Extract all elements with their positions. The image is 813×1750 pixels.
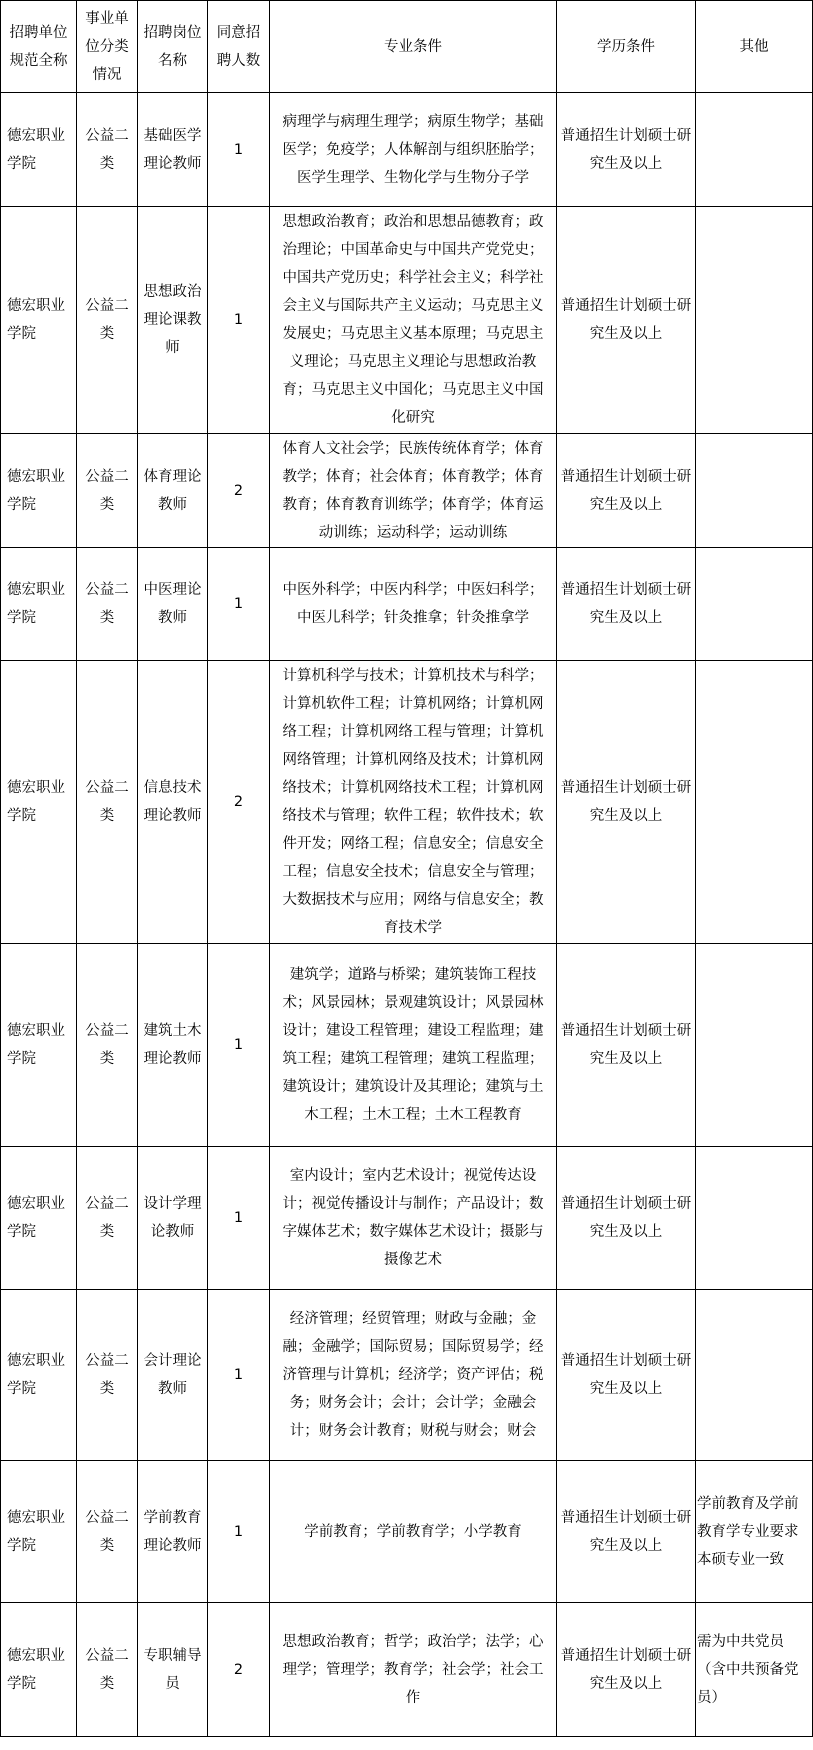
cell-position: 建筑土木理论教师 — [138, 944, 208, 1147]
cell-unit: 德宏职业学院 — [1, 1603, 77, 1737]
cell-count: 1 — [208, 944, 270, 1147]
table-row — [1, 1461, 813, 1603]
cell-category: 公益二类 — [77, 1603, 138, 1737]
header-major: 专业条件 — [270, 1, 557, 93]
table-row — [1, 434, 813, 548]
cell-category: 公益二类 — [77, 944, 138, 1147]
cell-position: 专职辅导员 — [138, 1603, 208, 1737]
cell-major: 中医外科学；中医内科学；中医妇科学；中医儿科学；针灸推拿；针灸推拿学 — [270, 548, 557, 661]
cell-unit: 德宏职业学院 — [1, 1147, 77, 1290]
cell-category: 公益二类 — [77, 1461, 138, 1603]
cell-unit: 德宏职业学院 — [1, 661, 77, 944]
cell-other — [696, 944, 813, 1147]
cell-unit: 德宏职业学院 — [1, 207, 77, 434]
cell-education: 普通招生计划硕士研究生及以上 — [557, 1290, 696, 1461]
table-row — [1, 1603, 813, 1737]
header-count: 同意招聘人数 — [208, 1, 270, 93]
table-row — [1, 944, 813, 1147]
cell-other — [696, 1290, 813, 1461]
cell-unit: 德宏职业学院 — [1, 1290, 77, 1461]
cell-category: 公益二类 — [77, 207, 138, 434]
header-position: 招聘岗位名称 — [138, 1, 208, 93]
cell-education: 普通招生计划硕士研究生及以上 — [557, 944, 696, 1147]
header-education: 学历条件 — [557, 1, 696, 93]
cell-other — [696, 93, 813, 207]
cell-unit: 德宏职业学院 — [1, 93, 77, 207]
cell-education: 普通招生计划硕士研究生及以上 — [557, 434, 696, 548]
cell-count: 1 — [208, 1461, 270, 1603]
cell-category: 公益二类 — [77, 1147, 138, 1290]
cell-unit: 德宏职业学院 — [1, 1461, 77, 1603]
cell-education: 普通招生计划硕士研究生及以上 — [557, 661, 696, 944]
cell-other — [696, 1147, 813, 1290]
cell-count: 2 — [208, 661, 270, 944]
cell-position: 设计学理论教师 — [138, 1147, 208, 1290]
cell-unit: 德宏职业学院 — [1, 434, 77, 548]
cell-position: 基础医学理论教师 — [138, 93, 208, 207]
cell-education: 普通招生计划硕士研究生及以上 — [557, 1603, 696, 1737]
cell-education: 普通招生计划硕士研究生及以上 — [557, 548, 696, 661]
cell-other — [696, 207, 813, 434]
cell-education: 普通招生计划硕士研究生及以上 — [557, 1147, 696, 1290]
cell-major: 学前教育；学前教育学；小学教育 — [270, 1461, 557, 1603]
table-row — [1, 548, 813, 661]
cell-major: 思想政治教育；政治和思想品德教育；政治理论；中国革命史与中国共产党党史；中国共产党历史；科学社会主义；科学社会主义与国际共产主义运动；马克思主义发展史；马克思主义基本原理；马克思主义理论；马克思主义理论与思想政治教育；马克思主义中国化；马克思主义中国化研究 — [270, 207, 557, 434]
cell-count: 2 — [208, 434, 270, 548]
cell-major: 病理学与病理生理学；病原生物学；基础医学；免疫学；人体解剖与组织胚胎学；医学生理学、生物化学与生物分子学 — [270, 93, 557, 207]
header-row — [1, 1, 813, 93]
cell-count: 1 — [208, 93, 270, 207]
cell-unit: 德宏职业学院 — [1, 944, 77, 1147]
cell-count: 2 — [208, 1603, 270, 1737]
cell-major: 经济管理；经贸管理；财政与金融；金融；金融学；国际贸易；国际贸易学；经济管理与计算机；经济学；资产评估；税务；财务会计；会计；会计学；金融会计；财务会计教育；财税与财会；财会 — [270, 1290, 557, 1461]
cell-other — [696, 661, 813, 944]
cell-other: 需为中共党员（含中共预备党员） — [696, 1603, 813, 1737]
cell-position: 学前教育理论教师 — [138, 1461, 208, 1603]
cell-unit: 德宏职业学院 — [1, 548, 77, 661]
table-row — [1, 1290, 813, 1461]
cell-other — [696, 434, 813, 548]
cell-position: 思想政治理论课教师 — [138, 207, 208, 434]
header-unit: 招聘单位规范全称 — [1, 1, 77, 93]
cell-major: 室内设计；室内艺术设计；视觉传达设计；视觉传播设计与制作；产品设计；数字媒体艺术；数字媒体艺术设计；摄影与摄像艺术 — [270, 1147, 557, 1290]
cell-other: 学前教育及学前教育学专业要求本硕专业一致 — [696, 1461, 813, 1603]
cell-count: 1 — [208, 207, 270, 434]
cell-category: 公益二类 — [77, 548, 138, 661]
header-other: 其他 — [696, 1, 813, 93]
cell-position: 会计理论教师 — [138, 1290, 208, 1461]
cell-other — [696, 548, 813, 661]
cell-education: 普通招生计划硕士研究生及以上 — [557, 93, 696, 207]
cell-category: 公益二类 — [77, 434, 138, 548]
cell-major: 体育人文社会学；民族传统体育学；体育教学；体育；社会体育；体育教学；体育教育；体育教育训练学；体育学；体育运动训练；运动科学；运动训练 — [270, 434, 557, 548]
cell-category: 公益二类 — [77, 1290, 138, 1461]
cell-category: 公益二类 — [77, 93, 138, 207]
table-row — [1, 93, 813, 207]
cell-major: 建筑学；道路与桥梁；建筑装饰工程技术；风景园林；景观建筑设计；风景园林设计；建设工程管理；建设工程监理；建筑工程；建筑工程管理；建筑工程监理；建筑设计；建筑设计及其理论；建筑与土木工程；土木工程；土木工程教育 — [270, 944, 557, 1147]
cell-education: 普通招生计划硕士研究生及以上 — [557, 1461, 696, 1603]
cell-category: 公益二类 — [77, 661, 138, 944]
table-row — [1, 207, 813, 434]
cell-position: 体育理论教师 — [138, 434, 208, 548]
table-row — [1, 661, 813, 944]
cell-education: 普通招生计划硕士研究生及以上 — [557, 207, 696, 434]
cell-major: 计算机科学与技术；计算机技术与科学；计算机软件工程；计算机网络；计算机网络工程；计算机网络工程与管理；计算机网络管理；计算机网络及技术；计算机网络技术；计算机网络技术工程；计算机网络技术与管理；软件工程；软件技术；软件开发；网络工程；信息安全；信息安全工程；信息安全技术；信息安全与管理；大数据技术与应用；网络与信息安全；教育技术学 — [270, 661, 557, 944]
cell-count: 1 — [208, 1290, 270, 1461]
cell-major: 思想政治教育；哲学；政治学；法学；心理学；管理学；教育学；社会学；社会工作 — [270, 1603, 557, 1737]
header-category: 事业单位分类情况 — [77, 1, 138, 93]
cell-position: 中医理论教师 — [138, 548, 208, 661]
cell-count: 1 — [208, 1147, 270, 1290]
cell-position: 信息技术理论教师 — [138, 661, 208, 944]
cell-count: 1 — [208, 548, 270, 661]
table-row — [1, 1147, 813, 1290]
